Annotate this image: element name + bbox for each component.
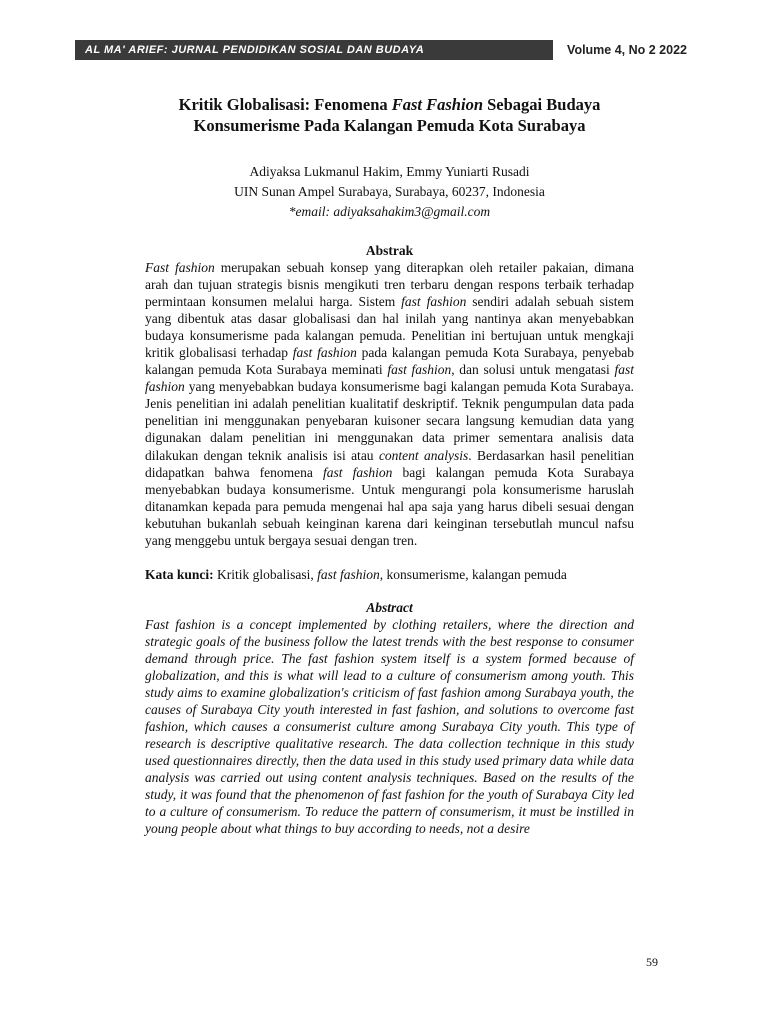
abstrak-heading: Abstrak — [365, 243, 414, 258]
abstrak-text: . Berdasarkan hasil penelitian didapatkan bahwa fenomena — [145, 447, 634, 480]
abstrak-term: fast fashion — [292, 345, 357, 361]
affiliation: UIN Sunan Ampel Surabaya, Surabaya, 60237, Indonesia — [234, 184, 545, 199]
keywords-label: Kata kunci: — [145, 566, 214, 582]
keywords-term: fast fashion — [317, 566, 380, 582]
title-text: Sebagai Budaya — [483, 95, 601, 114]
abstrak-term: fast fashion — [322, 464, 393, 480]
abstrak-term: Fast fashion — [145, 260, 215, 275]
abstrak-body — [145, 259, 634, 549]
article-front-matter — [145, 94, 634, 837]
abstrak-text: merupakan sebuah konsep yang diterapkan oleh retailer pakaian, dimana arah dan tujuan strategis bisnis mengikuti tren terbaru dengan respons terbaik terhadap permintaan konsumen melalui harga. Sistem — [145, 260, 634, 310]
title-text: Kritik Globalisasi: Fenomena — [178, 95, 392, 114]
abstrak-term: fast fashion — [387, 362, 452, 378]
volume-issue: Volume 4, No 2 2022 — [567, 43, 687, 57]
keywords — [145, 566, 634, 583]
abstrak-text: bagi kalangan pemuda Kota Surabaya menyebabkan budaya konsumerisme. Untuk mengurangi pola konsumerisme haruslah ditanamkan kepada para pemuda mengenai hal apa saja yang harus dibeli sesuai dengan kebutuhan bukanlah sebuah keinginan karena dari keinginan tersebutlah muncul nafsu yang menggebu untuk bergaya sesuai dengan tren. — [145, 464, 634, 548]
journal-name: AL MA' ARIEF: JURNAL PENDIDIKAN SOSIAL DAN BUDAYA — [75, 40, 553, 60]
abstrak-text: yang menyebabkan budaya konsumerisme bagi kalangan pemuda Kota Surabaya. Jenis penelitian ini adalah penelitian kualitatif deskriptif. Teknik pengumpulan data pada penelitian ini menggunakan penyebaran kuisoner secara langsung kemudian data yang digunakan dalam penelitian ini menggunakan data primer sementara analisis data dilakukan dengan teknik analisis isi atau — [145, 379, 634, 463]
abstract-body: Fast fashion is a concept implemented by clothing retailers, where the direction and strategic goals of the business follow the latest trends with the best response to consumer demand through price. The fast fashion system itself is a system formed because of globalization, and this is what will lead to a culture of consumerism among youth. This study aims to examine globalization's criticism of fast fashion among Surabaya youth, the causes of Surabaya City youth interested in fast fashion, and solutions to overcome fast fashion, which causes a consumerist culture among Surabaya City youth. This type of research is descriptive qualitative research. The data collection technique in this study used questionnaires directly, then the data used in this study used primary data while data analysis was carried out using content analysis techniques. Based on the results of the study, it was found that the phenomenon of fast fashion for the youth of Surabaya City led to a culture of consumerism. To reduce the pattern of consumerism, it must be instilled in young people about what things to buy according to needs, not a desire — [145, 616, 634, 837]
abstrak-term: fast fashion — [401, 294, 467, 310]
abstrak-term: fast fashion — [145, 362, 635, 395]
keywords-text: , konsumerisme, kalangan pemuda — [379, 566, 567, 582]
abstract-heading: Abstract — [366, 599, 413, 615]
author-list: Adiyaksa Lukmanul Hakim, Emmy Yuniarti Rusadi — [249, 164, 530, 179]
abstrak-text: sendiri adalah sebuah sistem yang dibentuk atas dasar globalisasi dan hal inilah yang nantinya akan menyebabkan budaya konsumerisme pada kalangan pemuda. Penelitian ini bertujuan untuk mengkaji kritik globalisasi terhadap — [145, 294, 634, 361]
abstrak-text: , dan solusi untuk mengatasi — [451, 362, 615, 378]
page-number: 59 — [646, 955, 658, 969]
article-title — [145, 94, 634, 136]
title-line-2: Konsumerisme Pada Kalangan Pemuda Kota Surabaya — [193, 116, 586, 135]
running-header — [75, 40, 687, 60]
abstrak-text: pada kalangan pemuda Kota Surabaya, penyebab kalangan pemuda Kota Surabaya meminati — [145, 345, 635, 378]
title-italic: Fast Fashion — [391, 95, 483, 114]
author-email: *email: adiyaksahakim3@gmail.com — [288, 204, 491, 219]
keywords-text: Kritik globalisasi, — [213, 566, 318, 582]
abstrak-term: content analysis — [378, 447, 469, 463]
